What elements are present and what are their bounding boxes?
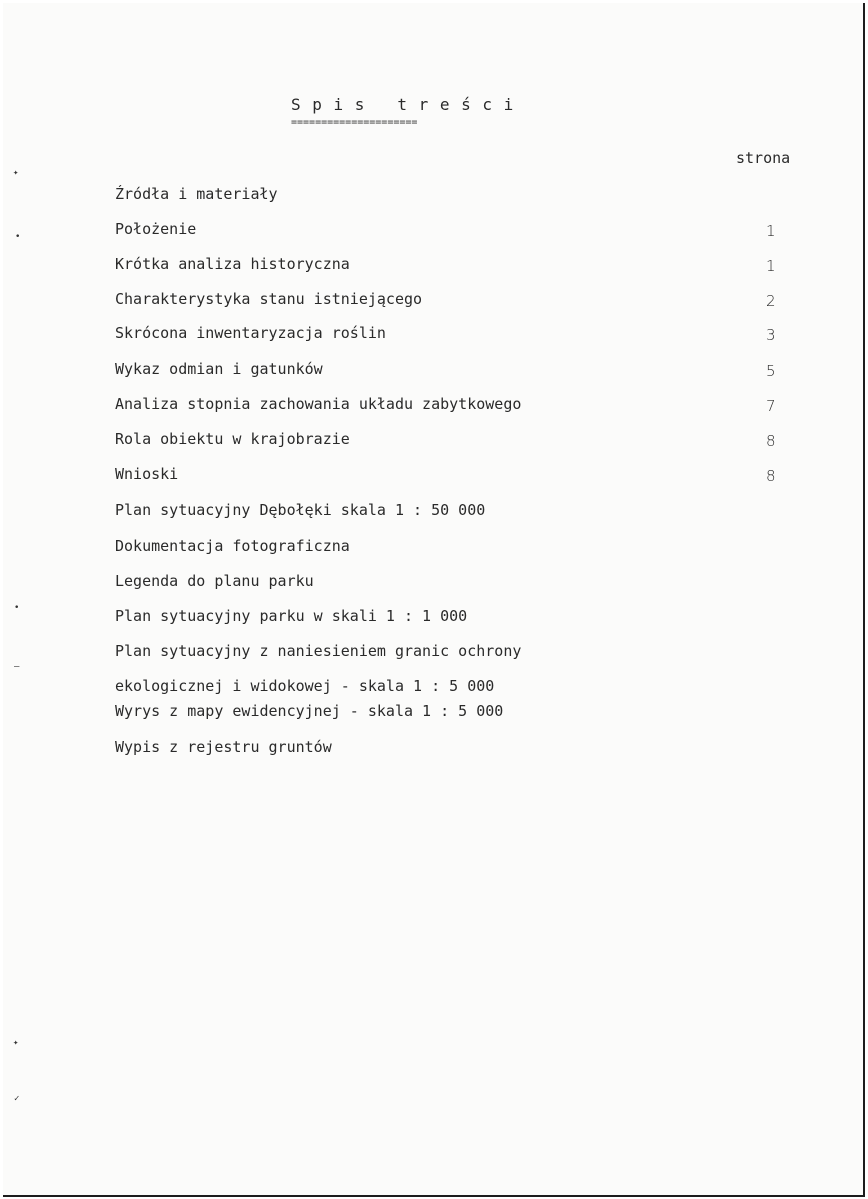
toc-page-number: 8 bbox=[766, 467, 776, 485]
toc-entry: Wyrys z mapy ewidencyjnej - skala 1 : 5 000 bbox=[115, 702, 504, 720]
margin-mark: – bbox=[14, 662, 20, 672]
toc-entry: Plan sytuacyjny Dębołęki skala 1 : 50 000 bbox=[115, 501, 486, 519]
toc-page-number: 5 bbox=[766, 362, 776, 380]
toc-entry: ekologicznej i widokowej - skala 1 : 5 000 bbox=[115, 677, 495, 695]
toc-entry: Skrócona inwentaryzacja roślin bbox=[115, 324, 386, 342]
title-underline: ===================== bbox=[291, 117, 418, 128]
margin-mark: • bbox=[15, 232, 21, 242]
toc-entry: Wykaz odmian i gatunków bbox=[115, 360, 323, 378]
toc-entry: Wnioski bbox=[115, 465, 179, 483]
margin-mark: • bbox=[14, 603, 20, 613]
document-page bbox=[3, 3, 865, 1197]
toc-page-number: 2 bbox=[766, 292, 776, 310]
toc-entry: Dokumentacja fotograficzna bbox=[115, 537, 350, 555]
toc-entry: Źródła i materiały bbox=[115, 185, 278, 203]
toc-page-number: 7 bbox=[766, 397, 776, 415]
toc-page-number: 8 bbox=[766, 432, 776, 450]
toc-entry: Plan sytuacyjny z naniesieniem granic ochrony bbox=[115, 642, 522, 660]
toc-entry: Analiza stopnia zachowania układu zabytkowego bbox=[115, 395, 522, 413]
margin-mark: ✓ bbox=[14, 1094, 20, 1104]
page-title: S p i s t r e ś c i bbox=[291, 95, 515, 114]
toc-page-number: 1 bbox=[766, 222, 776, 240]
toc-entry: Charakterystyka stanu istniejącego bbox=[115, 290, 423, 308]
toc-entry: Plan sytuacyjny parku w skali 1 : 1 000 bbox=[115, 607, 468, 625]
toc-entry: Wypis z rejestru gruntów bbox=[115, 738, 332, 756]
margin-mark: ✦ bbox=[13, 168, 19, 178]
toc-entry: Położenie bbox=[115, 220, 197, 238]
toc-entry: Legenda do planu parku bbox=[115, 572, 314, 590]
toc-page-number: 1 bbox=[766, 257, 776, 275]
toc-entry: Rola obiektu w krajobrazie bbox=[115, 430, 350, 448]
page-column-header: strona bbox=[736, 149, 791, 167]
margin-mark: ✦ bbox=[13, 1038, 19, 1048]
toc-page-number: 3 bbox=[766, 326, 776, 344]
toc-entry: Krótka analiza historyczna bbox=[115, 255, 350, 273]
